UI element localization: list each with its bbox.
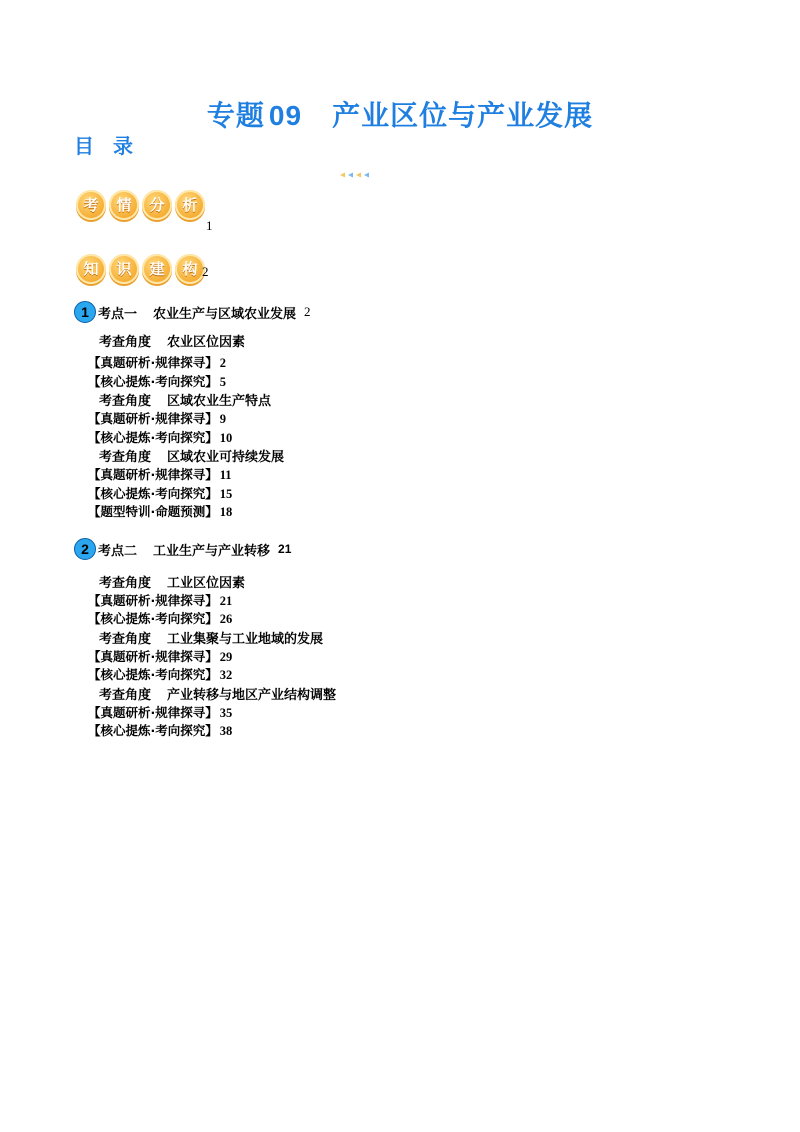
angle-label: 考查角度 — [99, 394, 152, 409]
title-prefix: 专题 — [206, 99, 265, 132]
toc-entry[interactable] — [88, 428, 232, 446]
angle-text: 工业集聚与工业地域的发展 — [167, 632, 324, 647]
entry-page: 10 — [219, 431, 233, 445]
entry-page: 2 — [219, 356, 226, 370]
topic-label: 考点一 — [98, 306, 138, 322]
entry-text: 【真题研析·规律探寻】 — [88, 705, 218, 720]
angle-label: 考查角度 — [99, 450, 152, 465]
entry-page: 5 — [219, 375, 226, 389]
entry-page: 32 — [219, 668, 233, 682]
decorative-arrows-icon — [338, 171, 370, 179]
topic-number-badge: 1 — [74, 301, 96, 323]
entry-text: 【真题研析·规律探寻】 — [88, 467, 218, 482]
topic-page-number: 2 — [304, 304, 311, 319]
angle-label: 考查角度 — [99, 335, 152, 350]
toc-entry[interactable] — [88, 647, 232, 665]
topic-label: 考点二 — [98, 543, 138, 559]
toc-entry[interactable] — [88, 665, 232, 683]
angle-label: 考查角度 — [99, 688, 152, 703]
section-zhishi-jiangou[interactable] — [76, 254, 208, 284]
toc-entry[interactable] — [88, 591, 232, 609]
toc-entry[interactable] — [88, 353, 226, 371]
toc-entry[interactable] — [88, 409, 226, 427]
entry-text: 【核心提炼·考向探究】 — [88, 611, 218, 626]
topic-number-badge: 2 — [74, 538, 96, 560]
toc-angle[interactable] — [99, 628, 323, 647]
angle-text: 农业区位因素 — [167, 335, 246, 350]
toc-angle[interactable] — [99, 684, 336, 703]
angle-label: 考查角度 — [99, 632, 152, 647]
angle-text: 区域农业生产特点 — [167, 394, 272, 409]
section-kaoqing-fenxi[interactable] — [76, 190, 208, 220]
entry-page: 35 — [219, 706, 233, 720]
section-char: 分 — [142, 190, 172, 220]
section-char: 构 — [175, 254, 205, 284]
toc-entry[interactable] — [88, 721, 232, 739]
toc-heading: 目 录 — [74, 134, 139, 158]
section-char: 情 — [109, 190, 139, 220]
page-title — [0, 94, 800, 134]
entry-page: 29 — [219, 650, 233, 664]
section-char: 考 — [76, 190, 106, 220]
toc-entry[interactable] — [88, 372, 226, 390]
topic-page-number: 21 — [278, 542, 292, 556]
entry-text: 【核心提炼·考向探究】 — [88, 374, 218, 389]
toc-angle[interactable] — [99, 572, 245, 591]
section-char: 知 — [76, 254, 106, 284]
toc-angle[interactable] — [99, 390, 271, 409]
toc-entry[interactable] — [88, 609, 232, 627]
topic-name: 农业生产与区域农业发展 — [153, 306, 297, 322]
toc-entry[interactable] — [88, 484, 232, 502]
entry-page: 21 — [219, 594, 233, 608]
title-number: 09 — [268, 100, 303, 131]
entry-text: 【核心提炼·考向探究】 — [88, 430, 218, 445]
entry-page: 11 — [219, 468, 232, 482]
entry-text: 【真题研析·规律探寻】 — [88, 411, 218, 426]
section-char: 析 — [175, 190, 205, 220]
entry-text: 【真题研析·规律探寻】 — [88, 355, 218, 370]
entry-page: 26 — [219, 612, 233, 626]
entry-text: 【真题研析·规律探寻】 — [88, 593, 218, 608]
toc-entry[interactable] — [88, 703, 232, 721]
title-main: 产业区位与产业发展 — [332, 99, 594, 132]
entry-text: 【真题研析·规律探寻】 — [88, 649, 218, 664]
toc-angle[interactable] — [99, 446, 284, 465]
entry-page: 18 — [219, 505, 233, 519]
angle-text: 产业转移与地区产业结构调整 — [167, 688, 337, 703]
entry-text: 【核心提炼·考向探究】 — [88, 486, 218, 501]
section-page-number: 2 — [202, 264, 209, 279]
angle-label: 考查角度 — [99, 576, 152, 591]
toc-entry[interactable] — [88, 465, 232, 483]
angle-text: 工业区位因素 — [167, 576, 246, 591]
toc-topic-1[interactable] — [74, 301, 311, 323]
section-page-number: 1 — [206, 218, 213, 233]
entry-page: 9 — [219, 412, 226, 426]
topic-name: 工业生产与产业转移 — [153, 543, 271, 559]
toc-entry[interactable] — [88, 502, 232, 520]
entry-page: 15 — [219, 487, 233, 501]
toc-angle[interactable] — [99, 331, 245, 350]
entry-text: 【题型特训·命题预测】 — [88, 504, 218, 519]
entry-page: 38 — [219, 724, 233, 738]
section-char: 建 — [142, 254, 172, 284]
entry-text: 【核心提炼·考向探究】 — [88, 723, 218, 738]
toc-topic-2[interactable] — [74, 538, 291, 560]
angle-text: 区域农业可持续发展 — [167, 450, 285, 465]
entry-text: 【核心提炼·考向探究】 — [88, 667, 218, 682]
section-char: 识 — [109, 254, 139, 284]
